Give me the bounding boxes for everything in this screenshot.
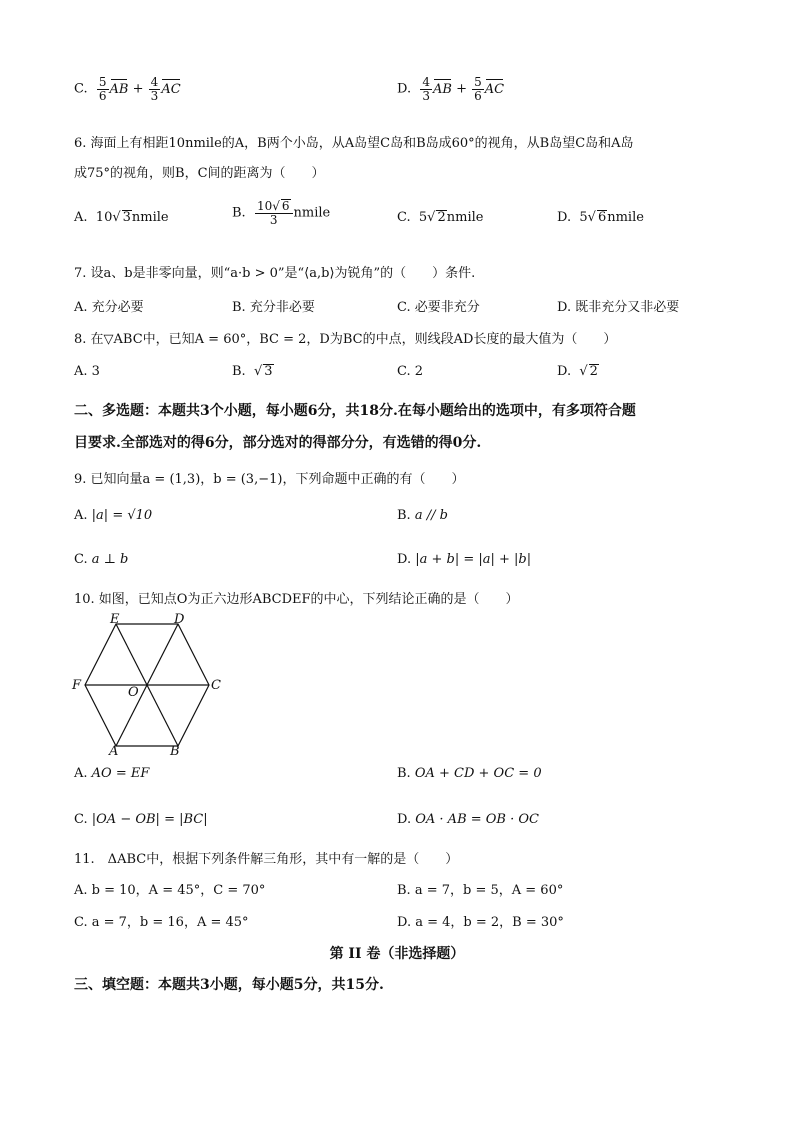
q9-c-expr: a ⊥ b [91,552,129,567]
q7-option-a: A. 充分必要 [74,300,144,315]
section2-heading-line1: 二、多选题：本题共3个小题，每小题6分，共18分.在每小题给出的选项中，有多项符合题 [74,403,636,419]
q10-stem: 10. 如图，已知点O为正六边形ABCDEF的中心，下列结论正确的是（ ） [74,592,519,607]
hexagon-figure [68,612,228,757]
q7-stem: 7. 设a、b是非零向量，则“a·b > 0”是“⟨a,b⟩为锐角”的（ ）条件. [74,266,476,281]
q6-b-frac [255,199,293,227]
q11-option-c: C. a = 7，b = 16，A = 45° [74,915,249,930]
q5-d-frac2-num: 5 [474,75,482,89]
q6-a-unit: nmile [131,210,169,225]
q8-option-c: C. 2 [397,364,424,379]
q11-option-a: A. b = 10，A = 45°，C = 70° [74,883,266,898]
q6-option-c-label: C. [397,210,411,225]
q5-d-vec2: AC [484,81,505,97]
q11-stem: 11. ΔABC中，根据下列条件解三角形，其中有一解的是（ ） [74,852,459,867]
q6-option-a [74,210,169,225]
q6-c-unit: nmile [446,210,484,225]
q6-option-b-label: B. [232,205,246,221]
q5-d-frac2 [472,76,484,102]
q6-stem-line2: 成75°的视角，则B，C间的距离为（ ） [74,166,325,181]
q5-option-c-label: C. [74,81,88,97]
q9-option-b-label: B. [397,508,411,523]
q10-option-c [74,812,208,827]
q6-a-coef: 10 [95,210,113,225]
q9-a-expr: |a| = √10 [91,508,153,523]
q5-option-d-label: D. [397,81,412,97]
q8-option-a: A. 3 [74,364,100,379]
q6-option-d-label: D. [557,210,572,225]
q9-stem: 9. 已知向量a = (1,3)，b = (3,−1)，下列命题中正确的有（ ） [74,472,465,487]
q9-option-c [74,552,128,567]
q5-c-frac2-den: 3 [150,88,159,103]
q5-option-d [397,76,504,102]
center-label-o: O [128,685,139,700]
q8-option-d: D. √ 2 [557,364,598,379]
q6-d-unit: nmile [607,210,644,225]
q6-c-radicand: 2 [437,210,446,225]
q5-option-c [74,76,181,102]
vertex-label-d: D [174,612,185,627]
q10-option-d-label: D. [397,812,412,827]
q5-d-frac1 [420,76,432,102]
q6-stem-line1: 6. 海面上有相距10nmile的A，B两个小岛，从A岛望C岛和B岛成60°的视角，从B岛望C岛和A岛 [74,136,634,151]
q10-option-c-label: C. [74,812,88,827]
q5-c-frac1 [97,76,109,102]
q5-c-plus: + [132,81,144,97]
q6-c-coef: 5 [418,210,428,225]
q6-d-radicand: 6 [597,210,607,225]
q10-option-d [397,812,539,827]
q6-option-b [232,199,330,227]
q5-c-frac2-num: 4 [150,75,159,89]
q6-b-num: 10√ 6 [255,199,293,214]
q5-d-frac1-den: 3 [422,88,430,103]
q5-c-frac2 [149,76,161,102]
q6-option-d: D. 5√ 6nmile [557,210,644,225]
q11-option-b: B. a = 7，b = 5，A = 60° [397,883,564,898]
q9-option-c-label: C. [74,552,88,567]
q10-a-expr: AO = EF [91,766,150,781]
section3-heading: 三、填空题：本题共3小题，每小题5分，共15分. [74,977,384,993]
q5-d-plus: + [456,81,467,97]
q5-c-vec1: AB [109,81,129,97]
q6-b-unit: nmile [293,205,331,221]
q10-b-expr: OA + CD + OC = 0 [414,766,542,781]
radical-sign-icon: √ [112,210,121,225]
q7-option-d: D. 既非充分又非必要 [557,300,680,315]
vertex-label-b: B [170,744,180,757]
vertex-label-f: F [72,678,82,693]
q10-c-expr: |OA − OB| = |BC| [91,812,208,827]
q8-stem: 8. 在▽ABC中，已知A = 60°，BC = 2，D为BC的中点，则线段AD长度的最大值为（ ） [74,332,617,347]
q9-option-b [397,508,448,523]
q10-option-b [397,766,542,781]
q5-d-frac2-den: 6 [474,88,482,103]
q5-c-vec2: AC [161,81,181,97]
q11-option-d: D. a = 4，b = 2，B = 30° [397,915,564,930]
q9-b-expr: a // b [414,508,448,523]
vertex-label-a: A [109,744,119,757]
q9-d-expr: |a + b| = |a| + |b| [415,552,532,567]
vertex-label-c: C [211,678,221,693]
q10-option-a-label: A. [74,766,88,781]
q8-option-b-label: B. [232,364,246,379]
q7-option-b: B. 充分非必要 [232,300,315,315]
q5-d-frac1-num: 4 [422,75,430,89]
q9-option-d [397,552,531,567]
q6-b-num-radicand: 6 [281,199,290,213]
q7-option-c: C. 必要非充分 [397,300,480,315]
q5-c-frac1-den: 6 [98,88,107,103]
q10-option-b-label: B. [397,766,411,781]
q6-option-c: C. 5√ 2nmile [397,210,484,225]
q5-c-frac1-num: 5 [98,75,107,89]
q5-d-vec1: AB [433,81,452,97]
q6-d-coef: 5 [579,210,588,225]
part2-heading: 第 II 卷（非选择题） [329,946,465,962]
q9-option-d-label: D. [397,552,412,567]
q8-option-d-label: D. [557,364,572,379]
q6-b-num-coef: 10 [256,199,273,213]
q6-a-radicand: 3 [122,210,131,225]
section2-heading-line2: 目要求.全部选对的得6分，部分选对的得部分分，有选错的得0分. [74,435,482,451]
q6-option-a-label: A. [74,210,88,225]
q8-option-b: B. √ 3 [232,364,273,379]
q8-b-radicand: 3 [264,364,273,379]
vertex-label-e: E [110,612,120,627]
q8-d-radicand: 2 [589,364,598,379]
q10-d-expr: OA · AB = OB · OC [415,812,539,827]
q9-option-a [74,508,152,523]
q9-option-a-label: A. [74,508,88,523]
q10-option-a [74,766,149,781]
q6-b-den: 3 [269,213,278,228]
